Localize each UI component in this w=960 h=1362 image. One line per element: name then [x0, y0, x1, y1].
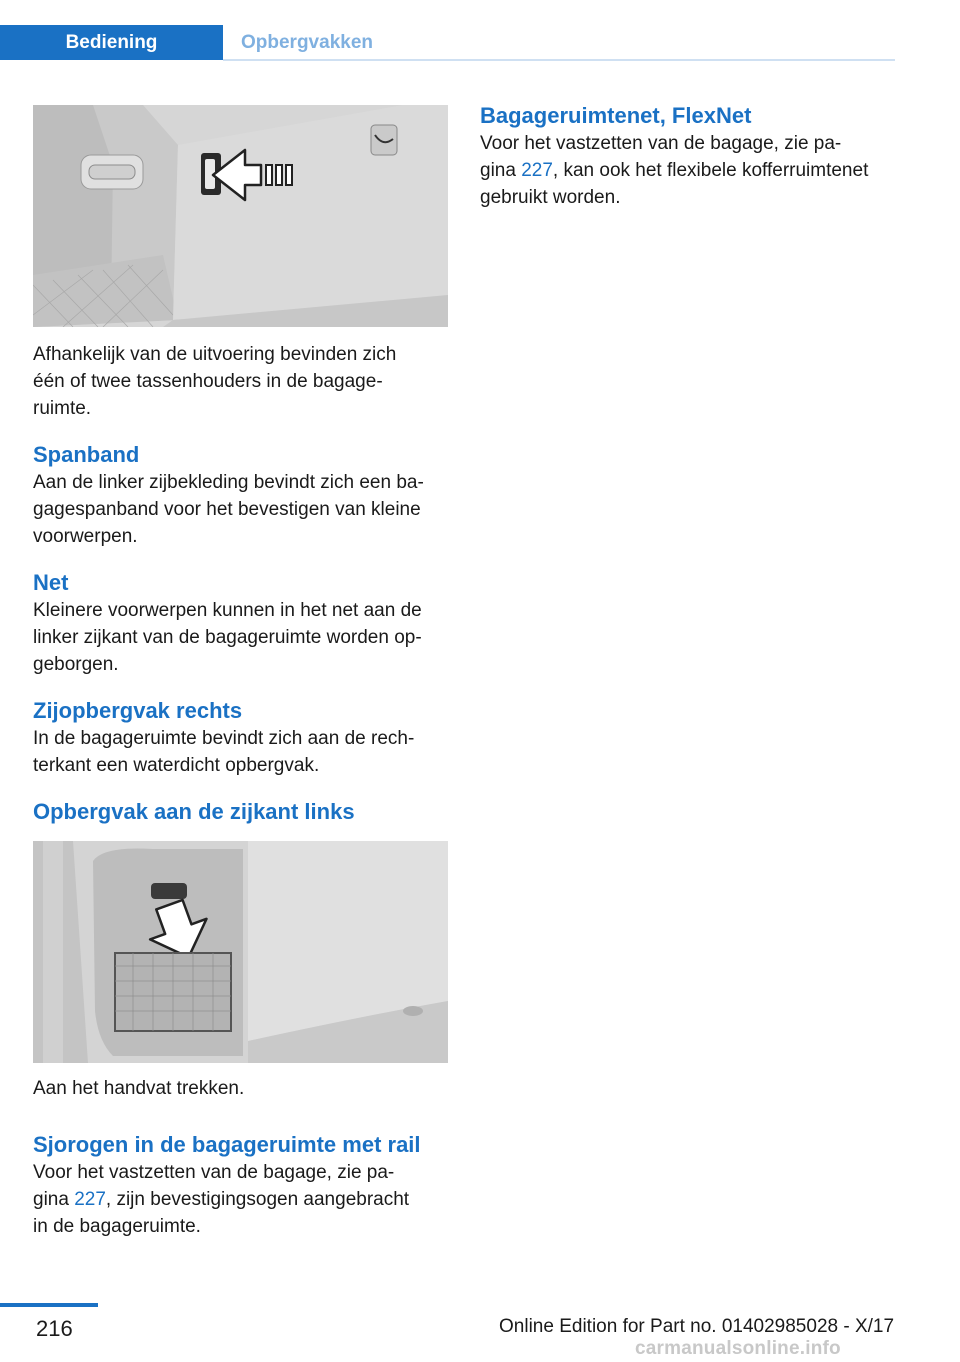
section-title-flexnet: Bagageruimtenet, FlexNet	[480, 103, 752, 128]
text-line: gebruikt worden.	[480, 187, 621, 208]
net-text	[33, 597, 449, 678]
edition-info: Online Edition for Part no. 01402985028 - X/17	[499, 1316, 895, 1337]
section-title-opbergvak-links: Opbergvak aan de zijkant links	[33, 799, 355, 824]
right-column	[480, 102, 896, 211]
header-divider	[223, 59, 895, 61]
zijopbergvak-text	[33, 725, 449, 779]
watermark: carmanualsonline.info	[635, 1338, 841, 1359]
side-compartment-caption: Aan het handvat trekken.	[33, 1078, 245, 1099]
text-line-prefix: gina	[33, 1189, 75, 1210]
text-line-suffix: , zijn bevestigingsogen aangebracht	[105, 1189, 410, 1210]
bag-holder-illustration	[33, 105, 448, 327]
bag-holder-caption	[33, 341, 449, 422]
sjorogen-text	[33, 1159, 449, 1240]
text-line: Kleinere voorwerpen kunnen in het net aan de	[33, 600, 422, 621]
text-line: In de bagageruimte bevindt zich aan de rech-	[33, 728, 415, 749]
text-line: gagespanband voor het bevestigen van kleine	[33, 499, 421, 520]
side-compartment-illustration	[33, 841, 448, 1063]
text-line-prefix: gina	[480, 160, 522, 181]
section-title-zijopbergvak: Zijopbergvak rechts	[33, 698, 243, 723]
tab-bediening[interactable]: Bediening	[0, 25, 223, 60]
text-line: Voor het vastzetten van de bagage, zie pa-	[480, 133, 842, 154]
text-line: geborgen.	[33, 654, 119, 675]
section-title-net: Net	[33, 570, 69, 595]
caption-line: Afhankelijk van de uitvoering bevinden zich	[33, 344, 397, 365]
tab-opbergvakken[interactable]: Opbergvakken	[241, 31, 373, 53]
page-header	[0, 0, 895, 62]
text-line: terkant een waterdicht opbergvak.	[33, 755, 320, 776]
text-line: linker zijkant van de bagageruimte worden op-	[33, 627, 422, 648]
text-line-suffix: , kan ook het flexibele kofferruimtenet	[552, 160, 869, 181]
text-line: in de bagageruimte.	[33, 1216, 201, 1237]
section-title-spanband: Spanband	[33, 442, 140, 467]
text-line: Aan de linker zijbekleding bevindt zich een ba-	[33, 472, 424, 493]
page-link-227[interactable]: 227	[74, 1189, 106, 1210]
spanband-text	[33, 469, 449, 550]
section-title-sjorogen: Sjorogen in de bagageruimte met rail	[33, 1132, 421, 1157]
flexnet-text	[480, 130, 896, 211]
caption-line: ruimte.	[33, 398, 92, 419]
text-line: Voor het vastzetten van de bagage, zie pa-	[33, 1162, 395, 1183]
page-link-227[interactable]: 227	[521, 160, 553, 181]
left-column	[33, 105, 449, 1240]
footer-accent-bar	[0, 1303, 98, 1307]
page-number: 216	[36, 1316, 73, 1341]
text-line: voorwerpen.	[33, 526, 138, 547]
caption-line: één of twee tassenhouders in de bagage-	[33, 371, 383, 392]
